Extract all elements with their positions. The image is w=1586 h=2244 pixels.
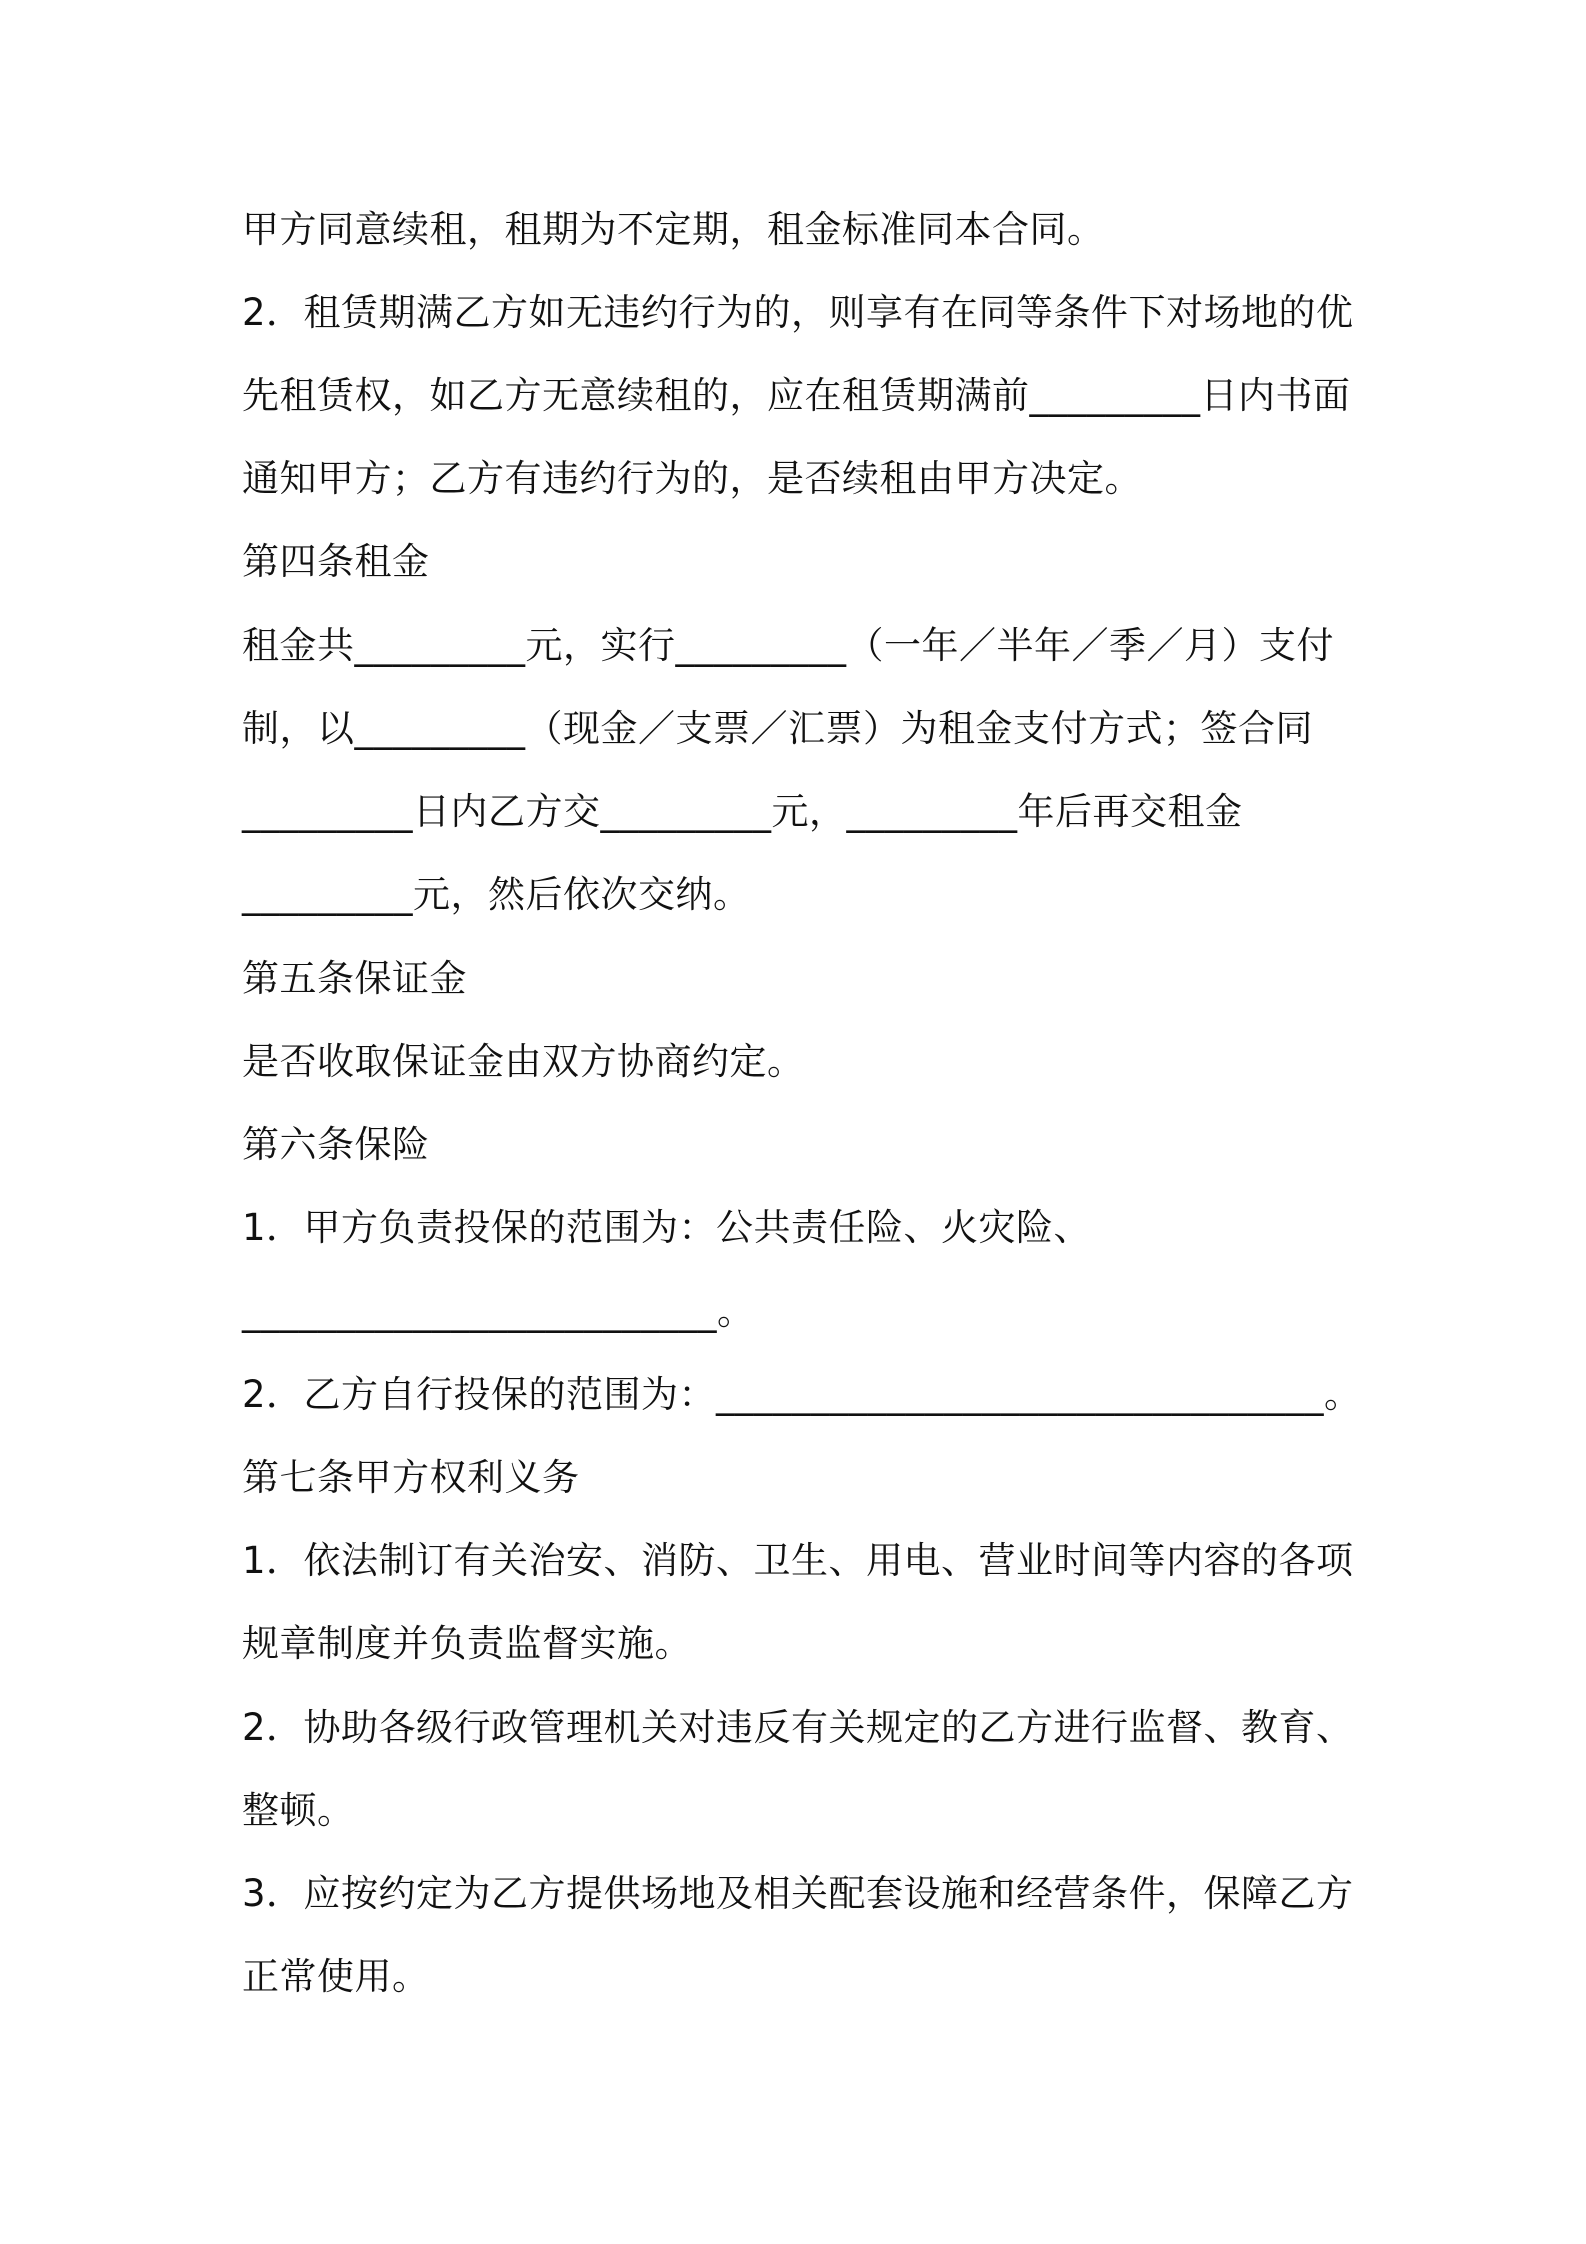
text-line: 甲方同意续租，租期为不定期，租金标准同本合同。 xyxy=(242,208,1105,251)
section-heading: 第四条租金 xyxy=(242,540,430,583)
section-heading: 第七条甲方权利义务 xyxy=(242,1456,580,1499)
section-heading: 第六条保险 xyxy=(242,1123,430,1166)
text-line: 规章制度并负责监督实施。 xyxy=(242,1622,692,1665)
text-line: 2．协助各级行政管理机关对违反有关规定的乙方进行监督、教育、 xyxy=(242,1706,1354,1749)
text-line: _________日内乙方交_________元，_________年后再交租金 xyxy=(242,790,1243,833)
text-line: 是否收取保证金由双方协商约定。 xyxy=(242,1040,805,1083)
text-line: 1．甲方负责投保的范围为：公共责任险、火灾险、 xyxy=(242,1206,1092,1249)
text-line: 制，以_________（现金／支票／汇票）为租金支付方式；签合同 xyxy=(242,707,1313,750)
text-line: 通知甲方；乙方有违约行为的，是否续租由甲方决定。 xyxy=(242,457,1142,500)
text-line: 整顿。 xyxy=(242,1789,355,1832)
text-line: 3．应按约定为乙方提供场地及相关配套设施和经营条件，保障乙方 xyxy=(242,1872,1354,1915)
text-line: _________________________。 xyxy=(242,1290,755,1333)
text-line: 正常使用。 xyxy=(242,1955,430,1998)
text-line: 2．乙方自行投保的范围为：________________________________。 xyxy=(242,1373,1362,1416)
text-line: 2．租赁期满乙方如无违约行为的，则享有在同等条件下对场地的优 xyxy=(242,291,1354,334)
text-line: _________元，然后依次交纳。 xyxy=(242,873,751,916)
text-line: 先租赁权，如乙方无意续租的，应在租赁期满前_________日内书面 xyxy=(242,374,1351,417)
text-line: 租金共_________元，实行_________（一年／半年／季／月）支付 xyxy=(242,624,1334,667)
text-line: 1．依法制订有关治安、消防、卫生、用电、营业时间等内容的各项 xyxy=(242,1539,1354,1582)
section-heading: 第五条保证金 xyxy=(242,957,467,1000)
